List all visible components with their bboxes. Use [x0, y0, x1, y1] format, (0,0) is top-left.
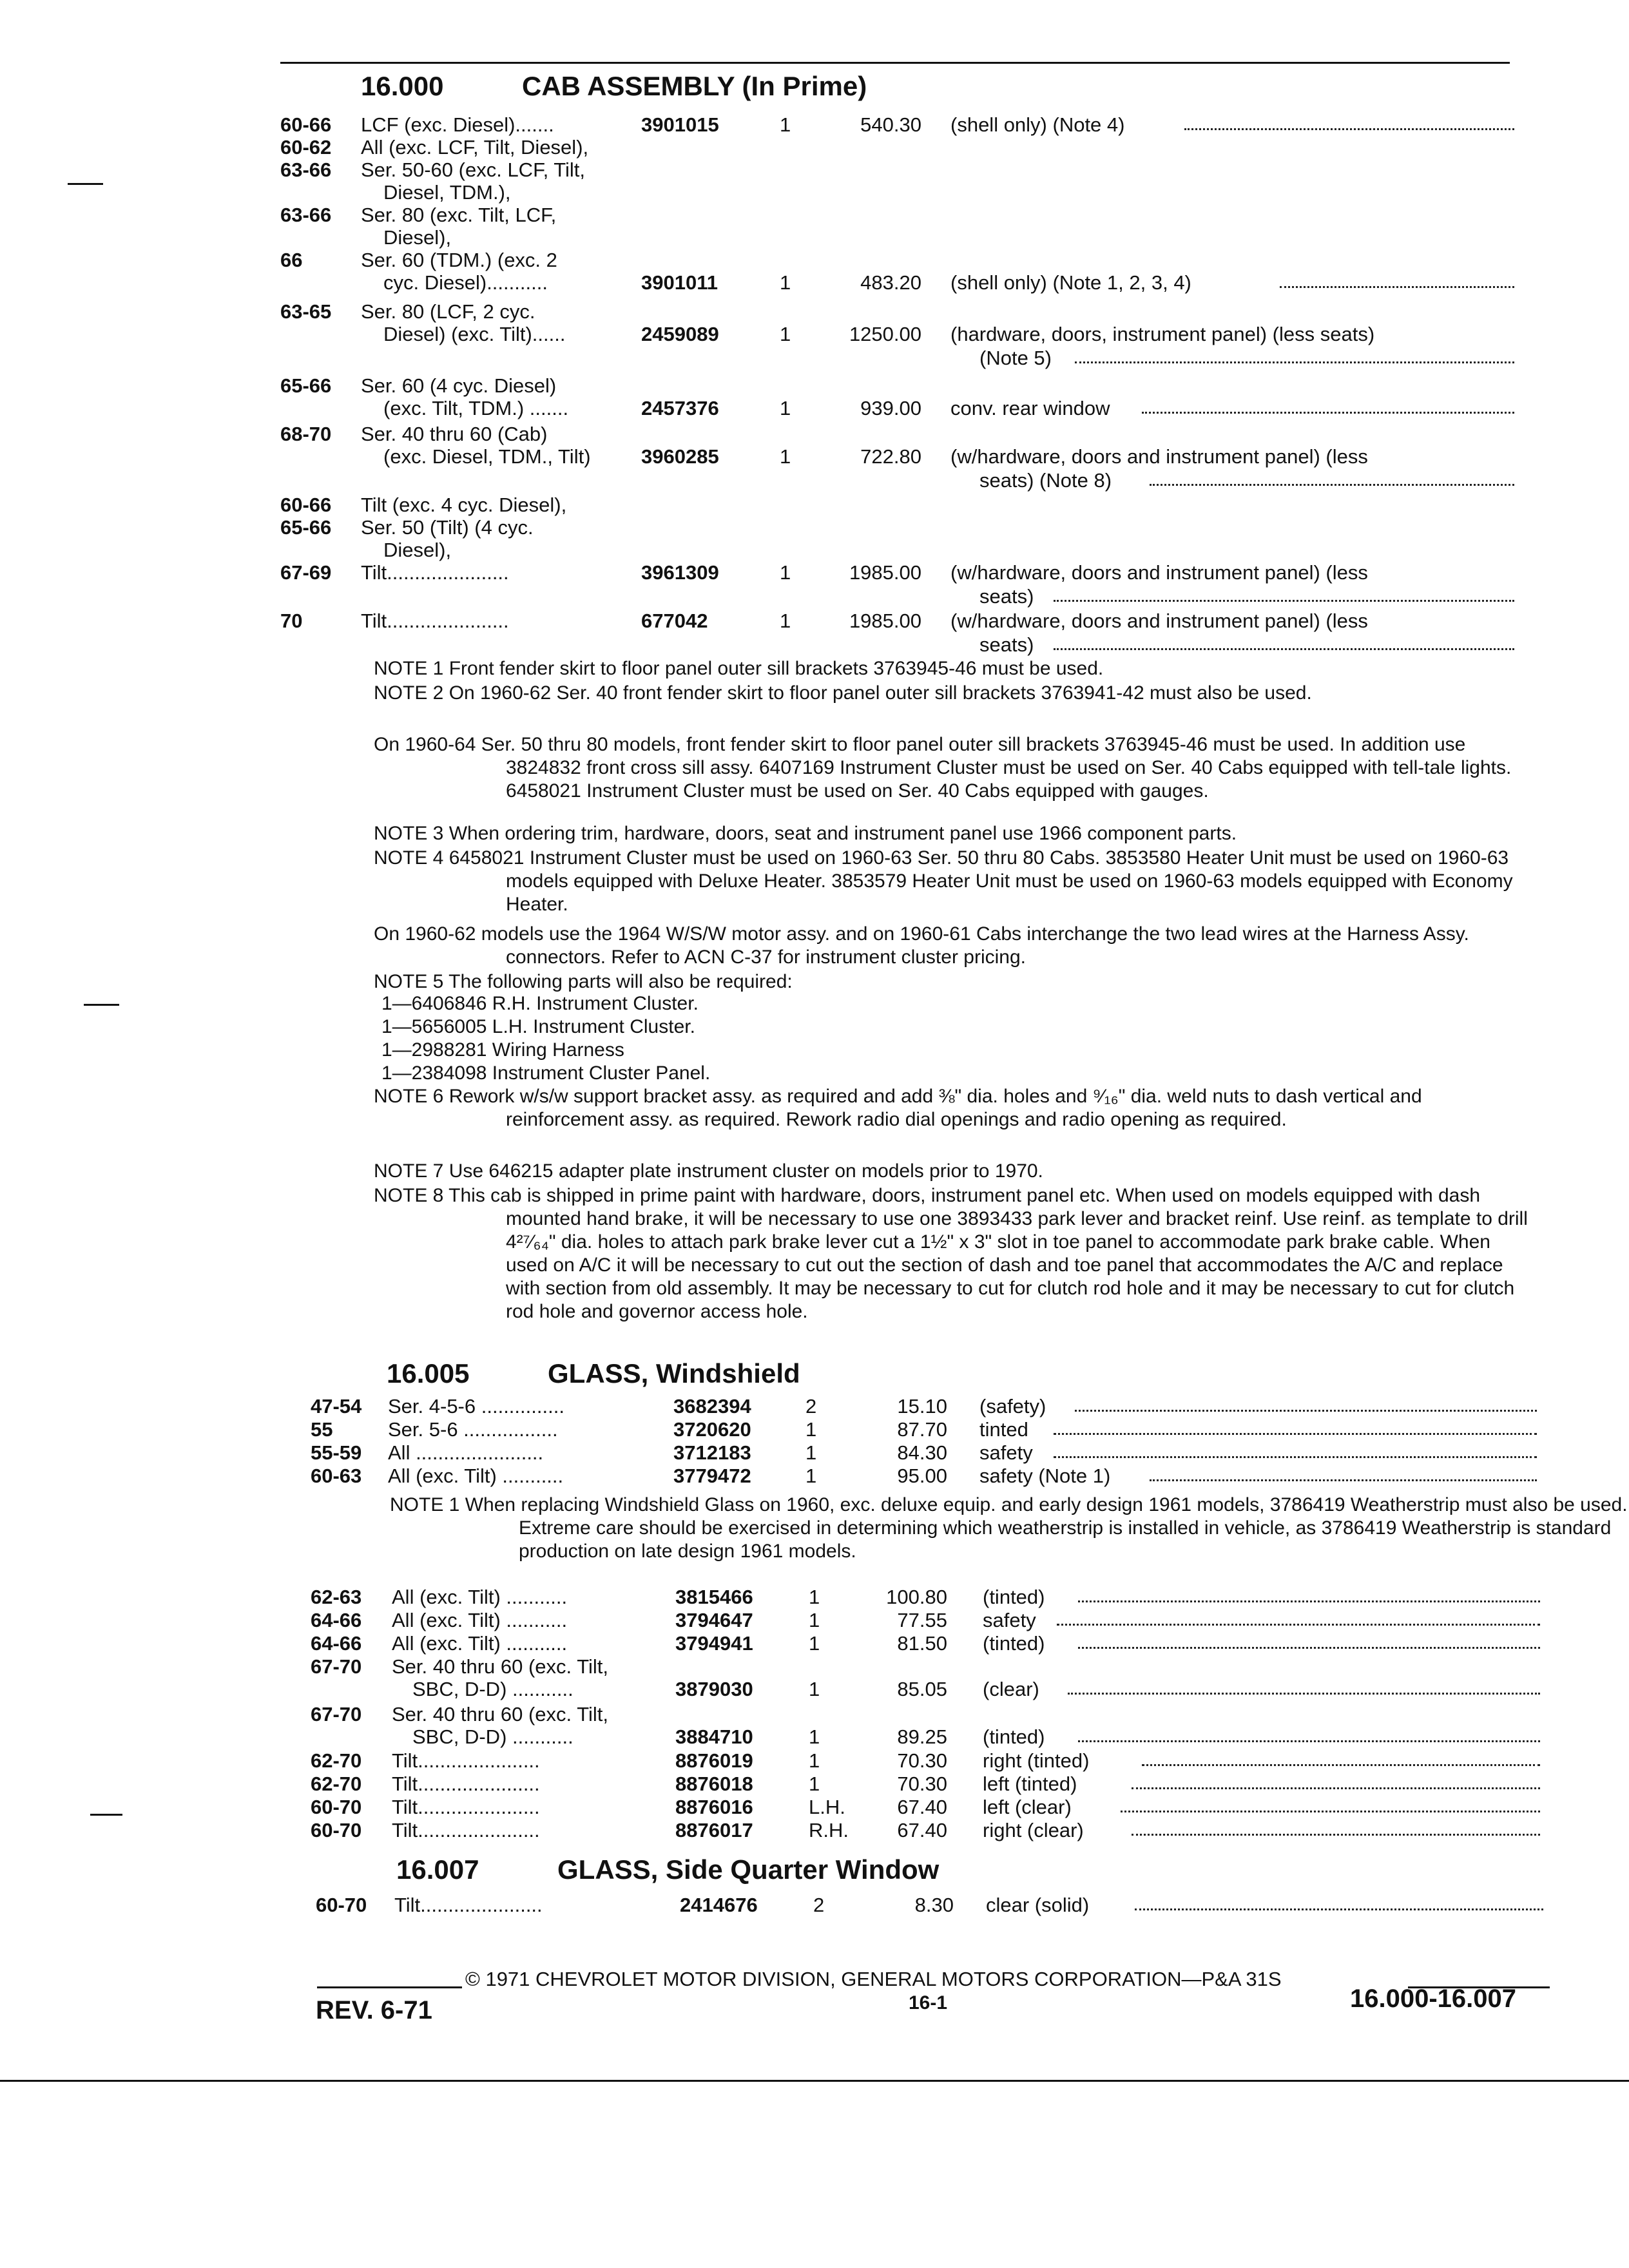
remarks: safety: [979, 1441, 1033, 1464]
quantity: 1: [780, 271, 791, 294]
price: 85.05: [897, 1678, 947, 1700]
model-description: All (exc. Tilt) ...........: [392, 1632, 568, 1655]
dot-leader: [1078, 1600, 1540, 1602]
model-years: 65-66: [280, 374, 332, 397]
model-description: Ser. 80 (LCF, 2 cyc.: [361, 300, 535, 323]
remarks: seats): [979, 585, 1034, 608]
model-years: 70: [280, 610, 303, 632]
remarks: (w/hardware, doors and instrument panel) (less: [950, 610, 1368, 632]
model-description: Diesel, TDM.),: [383, 181, 511, 204]
remarks: right (tinted): [983, 1749, 1090, 1772]
footer-revision: REV. 6-71: [316, 1996, 432, 2024]
part-number: 3794647: [675, 1609, 753, 1631]
remarks: (tinted): [983, 1586, 1045, 1608]
footer-copyright: © 1971 CHEVROLET MOTOR DIVISION, GENERAL MOTORS CORPORATION—P&A 31S: [465, 1968, 1282, 1990]
remarks: left (tinted): [983, 1773, 1077, 1795]
model-description: LCF (exc. Diesel).......: [361, 113, 554, 136]
price: 89.25: [897, 1725, 947, 1748]
dot-leader: [1078, 1647, 1540, 1649]
part-number: 8876018: [675, 1773, 753, 1795]
model-description: Ser. 40 thru 60 (Cab): [361, 423, 548, 445]
quantity: 1: [780, 561, 791, 584]
part-number: 3712183: [673, 1441, 751, 1464]
model-description: Ser. 4-5-6 ...............: [388, 1395, 564, 1418]
quantity: 1: [805, 1441, 817, 1464]
model-years: 68-70: [280, 423, 332, 445]
quantity: 1: [805, 1465, 817, 1487]
model-description: Ser. 5-6 .................: [388, 1418, 558, 1441]
model-years: 65-66: [280, 516, 332, 539]
dot-leader: [1075, 361, 1514, 363]
dot-leader: [1054, 1456, 1537, 1458]
model-description: Diesel),: [383, 226, 452, 249]
price: 77.55: [897, 1609, 947, 1631]
section-title: GLASS, Side Quarter Window: [557, 1854, 940, 1885]
model-years: 47-54: [311, 1395, 362, 1418]
model-years: 62-63: [311, 1586, 362, 1608]
dot-leader: [1142, 412, 1515, 414]
price: 87.70: [897, 1418, 947, 1441]
remarks: (w/hardware, doors and instrument panel) (less: [950, 445, 1368, 468]
model-years: 55-59: [311, 1441, 362, 1464]
price: 95.00: [897, 1465, 947, 1487]
margin-tick: [90, 1814, 122, 1816]
price: 100.80: [886, 1586, 947, 1608]
price: 84.30: [897, 1441, 947, 1464]
model-years: 62-70: [311, 1749, 362, 1772]
remarks: (w/hardware, doors and instrument panel) (less: [950, 561, 1368, 584]
model-description: SBC, D-D) ...........: [412, 1678, 574, 1700]
dot-leader: [1150, 1479, 1537, 1481]
remarks: safety: [983, 1609, 1036, 1631]
dot-leader: [1054, 1433, 1537, 1435]
model-description: (exc. Tilt, TDM.) .......: [383, 397, 569, 419]
quantity: 1: [780, 610, 791, 632]
dot-leader: [1132, 1834, 1541, 1836]
model-description: Ser. 50 (Tilt) (4 cyc.: [361, 516, 534, 539]
model-description: Tilt (exc. 4 cyc. Diesel),: [361, 494, 567, 516]
note-text: NOTE 3 When ordering trim, hardware, doors, seat and instrument panel use 1966 component parts.: [374, 823, 1237, 844]
note-text: On 1960-64 Ser. 50 thru 80 models, front fender skirt to floor panel outer sill brackets 3763945-46 must be used. In addition use 3824832 front cross sill assy. 6407169 Instrument Cluster must be used on Ser. 40 Cabs equipped with tell-tale lights. 6458021 Instrument Cluster must be used on Ser. 40 Cabs equipped with gauges.: [374, 734, 1512, 802]
model-description: All (exc. LCF, Tilt, Diesel),: [361, 136, 589, 159]
price: 722.80: [860, 445, 921, 468]
quantity: L.H.: [809, 1796, 845, 1818]
model-description: cyc. Diesel)...........: [383, 271, 548, 294]
part-number: 3884710: [675, 1725, 753, 1748]
quantity: 1: [780, 397, 791, 419]
price: 70.30: [897, 1773, 947, 1795]
quantity: 1: [809, 1773, 820, 1795]
part-number: 3879030: [675, 1678, 753, 1700]
part-number: 677042: [641, 610, 708, 632]
quantity: 2: [813, 1894, 825, 1916]
note-text: On 1960-62 models use the 1964 W/S/W motor assy. and on 1960-61 Cabs interchange the two lead wires at the Harness Assy. connectors. Refer to ACN C-37 for instrument cluster pricing.: [374, 923, 1469, 968]
model-years: 66: [280, 249, 303, 271]
part-number: 3720620: [673, 1418, 751, 1441]
model-description: SBC, D-D) ...........: [412, 1725, 574, 1748]
quantity: 1: [780, 113, 791, 136]
model-description: Tilt......................: [392, 1773, 540, 1795]
model-years: 60-63: [311, 1465, 362, 1487]
top-rule: [280, 62, 1510, 64]
model-description: All (exc. Tilt) ...........: [392, 1609, 568, 1631]
remarks: safety (Note 1): [979, 1465, 1111, 1487]
remarks: tinted: [979, 1418, 1028, 1441]
dot-leader: [1068, 1693, 1541, 1695]
quantity: 1: [809, 1749, 820, 1772]
price: 483.20: [860, 271, 921, 294]
note-text: 1—2384098 Instrument Cluster Panel.: [381, 1062, 711, 1084]
model-description: All (exc. Tilt) ...........: [392, 1586, 568, 1608]
remarks: seats) (Note 8): [979, 469, 1112, 492]
model-description: Ser. 60 (4 cyc. Diesel): [361, 374, 557, 397]
model-years: 60-66: [280, 494, 332, 516]
note-text: 1—5656005 L.H. Instrument Cluster.: [381, 1016, 695, 1037]
part-number: 3901011: [641, 271, 718, 294]
quantity: 1: [809, 1678, 820, 1700]
footer-page-number: 16-1: [909, 1992, 948, 2013]
model-description: Tilt......................: [392, 1819, 540, 1841]
remarks: (shell only) (Note 4): [950, 113, 1125, 136]
dot-leader: [1054, 648, 1514, 650]
model-years: 64-66: [311, 1632, 362, 1655]
part-number: 2457376: [641, 397, 719, 419]
quantity: 1: [809, 1725, 820, 1748]
part-number: 3794941: [675, 1632, 753, 1655]
section-16005-title: [387, 1358, 800, 1389]
quantity: R.H.: [809, 1819, 849, 1841]
model-years: 60-66: [280, 113, 332, 136]
part-number: 3815466: [675, 1586, 753, 1608]
model-description: Tilt......................: [361, 561, 509, 584]
note-text: NOTE 1 Front fender skirt to floor panel outer sill brackets 3763945-46 must be used.: [374, 658, 1104, 679]
model-description: All .......................: [388, 1441, 544, 1464]
price: 81.50: [897, 1632, 947, 1655]
dot-leader: [1075, 1410, 1537, 1412]
quantity: 1: [809, 1632, 820, 1655]
model-years: 60-62: [280, 136, 332, 159]
model-years: 67-70: [311, 1703, 362, 1725]
dot-leader: [1184, 128, 1515, 130]
price: 15.10: [897, 1395, 947, 1418]
section-title: GLASS, Windshield: [548, 1358, 800, 1389]
section-title: CAB ASSEMBLY (In Prime): [522, 71, 867, 101]
model-description: (exc. Diesel, TDM., Tilt): [383, 445, 591, 468]
price: 1985.00: [849, 610, 921, 632]
price: 67.40: [897, 1819, 947, 1841]
note-text: 1—2988281 Wiring Harness: [381, 1039, 624, 1061]
remarks: (shell only) (Note 1, 2, 3, 4): [950, 271, 1191, 294]
remarks: (safety): [979, 1395, 1046, 1418]
section-number: 16.005: [387, 1358, 470, 1389]
model-description: Ser. 40 thru 60 (exc. Tilt,: [392, 1703, 608, 1725]
model-description: Diesel) (exc. Tilt)......: [383, 323, 566, 345]
remarks: (clear): [983, 1678, 1039, 1700]
quantity: 1: [809, 1609, 820, 1631]
remarks: seats): [979, 633, 1034, 656]
quantity: 2: [805, 1395, 817, 1418]
model-description: Ser. 80 (exc. Tilt, LCF,: [361, 204, 557, 226]
part-number: 3960285: [641, 445, 719, 468]
part-number: 2414676: [680, 1894, 758, 1916]
model-years: 60-70: [311, 1796, 362, 1818]
footer-section-range: 16.000-16.007: [1350, 1984, 1517, 2013]
price: 70.30: [897, 1749, 947, 1772]
part-number: 3682394: [673, 1395, 751, 1418]
model-description: Diesel),: [383, 539, 452, 561]
part-number: 3961309: [641, 561, 719, 584]
margin-tick: [84, 1004, 119, 1006]
remarks: right (clear): [983, 1819, 1084, 1841]
windshield-note: NOTE 1 When replacing Windshield Glass on 1960, exc. deluxe equip. and early design 1961 models, 3786419 Weatherstrip must also be used. Extreme care should be exercised in determining which weatherstrip is installed in vehicle, as 3786419 Weatherstrip is standard production on late design 1961 models.: [390, 1494, 1628, 1562]
quantity: 1: [780, 445, 791, 468]
note-text: NOTE 8 This cab is shipped in prime paint with hardware, doors, instrument panel etc. When used on models equipped with dash mounted hand brake, it will be necessary to use one 3893433 park lever and bracket reinf. Use reinf. as template to drill 4²⁷⁄₆₄" dia. holes to attach park brake lever cut a 1½" x 3" slot in toe panel to accommodate park brake cable. When used on A/C it will be necessary to cut out the section of dash and toe panel that accommodates the A/C and replace with section from old assembly. It may be necessary to cut for clutch rod hole and it may be necessary to cut for clutch rod hole and governor access hole.: [374, 1185, 1528, 1322]
dot-leader: [1150, 484, 1515, 486]
quantity: 1: [809, 1586, 820, 1608]
price: 939.00: [860, 397, 921, 419]
section-16007-title: [396, 1854, 939, 1885]
model-description: Ser. 50-60 (exc. LCF, Tilt,: [361, 159, 586, 181]
model-description: Ser. 40 thru 60 (exc. Tilt,: [392, 1655, 608, 1678]
dot-leader: [1054, 600, 1514, 602]
dot-leader: [1135, 1908, 1544, 1910]
margin-tick: [68, 183, 103, 185]
note-text: NOTE 7 Use 646215 adapter plate instrument cluster on models prior to 1970.: [374, 1160, 1043, 1182]
section-16000-title: [361, 71, 867, 102]
remarks: conv. rear window: [950, 397, 1110, 419]
remarks: (tinted): [983, 1725, 1045, 1748]
model-years: 67-70: [311, 1655, 362, 1678]
model-description: Ser. 60 (TDM.) (exc. 2: [361, 249, 557, 271]
remarks: (Note 5): [979, 347, 1052, 369]
remarks: left (clear): [983, 1796, 1072, 1818]
dot-leader: [1280, 286, 1514, 288]
dot-leader: [1142, 1764, 1540, 1766]
remarks: (hardware, doors, instrument panel) (less seats): [950, 323, 1375, 345]
price: 1250.00: [849, 323, 921, 345]
part-number: 8876016: [675, 1796, 753, 1818]
note-text: NOTE 6 Rework w/s/w support bracket assy. as required and add ⅜" dia. holes and ⁹⁄₁₆" dia. weld nuts to dash vertical and reinforcement assy. as required. Rework radio dial openings and radio opening as required.: [374, 1086, 1422, 1130]
model-years: 55: [311, 1418, 333, 1441]
price: 8.30: [914, 1894, 954, 1916]
model-years: 62-70: [311, 1773, 362, 1795]
model-years: 63-66: [280, 204, 332, 226]
part-number: 3779472: [673, 1465, 751, 1487]
section-number: 16.007: [396, 1854, 479, 1885]
dot-leader: [1121, 1811, 1540, 1812]
part-number: 3901015: [641, 113, 719, 136]
model-years: 64-66: [311, 1609, 362, 1631]
note-text: NOTE 5 The following parts will also be required:: [374, 971, 793, 992]
note-text: NOTE 2 On 1960-62 Ser. 40 front fender skirt to floor panel outer sill brackets 3763941-42 must also be used.: [374, 682, 1312, 704]
model-description: Tilt......................: [394, 1894, 543, 1916]
part-number: 8876017: [675, 1819, 753, 1841]
section-number: 16.000: [361, 71, 444, 101]
model-years: 63-66: [280, 159, 332, 181]
dot-leader: [1057, 1624, 1540, 1626]
model-description: All (exc. Tilt) ...........: [388, 1465, 564, 1487]
model-years: 60-70: [311, 1819, 362, 1841]
part-number: 2459089: [641, 323, 719, 345]
remarks: (tinted): [983, 1632, 1045, 1655]
quantity: 1: [780, 323, 791, 345]
remarks: clear (solid): [986, 1894, 1090, 1916]
footer-rule-left: [317, 1986, 462, 1988]
model-description: Tilt......................: [361, 610, 509, 632]
model-description: Tilt......................: [392, 1749, 540, 1772]
model-years: 67-69: [280, 561, 332, 584]
price: 1985.00: [849, 561, 921, 584]
dot-leader: [1132, 1787, 1541, 1789]
note-text: NOTE 4 6458021 Instrument Cluster must be used on 1960-63 Ser. 50 thru 80 Cabs. 3853580 Heater Unit must be used on 1960-63 models equipped with Deluxe Heater. 3853579 Heater Unit must be used on 1960-63 models equipped with Economy Heater.: [374, 847, 1513, 915]
model-description: Tilt......................: [392, 1796, 540, 1818]
part-number: 8876019: [675, 1749, 753, 1772]
note-text: 1—6406846 R.H. Instrument Cluster.: [381, 993, 699, 1014]
price: 67.40: [897, 1796, 947, 1818]
price: 540.30: [860, 113, 921, 136]
dot-leader: [1078, 1740, 1540, 1742]
bottom-rule: [0, 2080, 1629, 2082]
quantity: 1: [805, 1418, 817, 1441]
model-years: 63-65: [280, 300, 332, 323]
model-years: 60-70: [316, 1894, 367, 1916]
